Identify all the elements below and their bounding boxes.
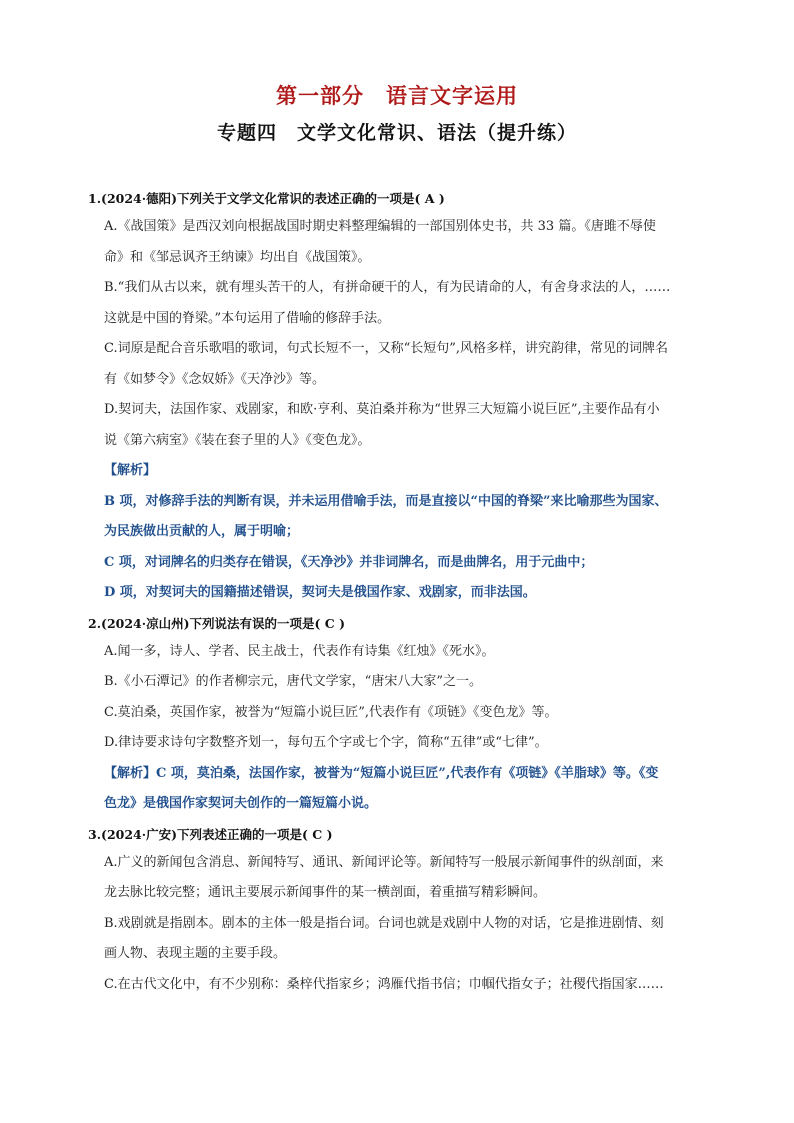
option-line: B.“我们从古以来，就有埋头苦干的人，有拼命硬干的人，有为民请命的人，有舍身求法的人，…… (104, 280, 671, 295)
question-1 (88, 186, 708, 609)
option-line: A.《战国策》是西汉刘向根据战国时期史料整理编辑的一部国别体史书，共 33 篇。《唐雎不辱使 (104, 219, 656, 234)
option-line: 有《如梦令》《念奴娇》《天净沙》等。 (104, 371, 326, 387)
analysis-line: C 项，对词牌名的归类存在错误，《天净沙》并非词牌名，而是曲牌名，用于元曲中； (104, 554, 594, 570)
option-line: B.《小石潭记》的作者柳宗元，唐代文学家，“唐宋八大家”之一。 (104, 674, 482, 689)
question-stem: 3.(2024·广安)下列表述正确的一项是( C ) (88, 826, 333, 842)
analysis-text: C 项，莫泊桑，法国作家，被誉为“短篇小说巨匠”,代表作有《项链》《羊脂球》等。《变 (156, 765, 659, 781)
option-line: 说《第六病室》《装在套子里的人》《变色龙》。 (104, 432, 371, 448)
option-line: D.契诃夫，法国作家、戏剧家，和欧·亨利、莫泊桑并称为“世界三大短篇小说巨匠”,主要作品有小 (104, 402, 660, 417)
option-line: B.戏剧就是指剧本。剧本的主体一般是指台词。台词也就是戏剧中人物的对话，它是推进剧情、刻 (104, 915, 664, 931)
analysis-label: 【解析】 (104, 463, 157, 478)
option-line: 这就是中国的脊梁。”本句运用了借喻的修辞手法。 (104, 310, 391, 326)
question-3 (88, 822, 708, 1001)
option-line: A.广义的新闻包含消息、新闻特写、通讯、新闻评论等。新闻特写一般展示新闻事件的纵剖面，来 (104, 854, 664, 870)
analysis-line: D 项，对契诃夫的国籍描述错误，契诃夫是俄国作家、戏剧家，而非法国。 (104, 585, 536, 600)
question-list (88, 186, 708, 1002)
option-line: 龙去脉比较完整；通讯主要展示新闻事件的某一横剖面，着重描写精彩瞬间。 (104, 885, 547, 900)
question-stem: 2.(2024·凉山州)下列说法有误的一项是( C ) (88, 615, 346, 631)
analysis-line: 为民族做出贡献的人，属于明喻； (104, 524, 300, 539)
option-line: C.莫泊桑，英国作家，被誉为“短篇小说巨匠”,代表作有《项链》《变色龙》等。 (104, 704, 558, 720)
option-line: C.词原是配合音乐歌唱的歌词，句式长短不一，又称“长短句”,风格多样，讲究韵律，常见的词牌名 (104, 341, 669, 356)
analysis-line (88, 759, 708, 790)
option-line: C.在古代文化中，有不少别称：桑梓代指家乡；鸿雁代指书信；巾帼代指女子；社稷代指国家…… (104, 976, 664, 992)
question-2 (88, 611, 708, 820)
question-stem: 1.(2024·德阳)下列关于文学文化常识的表述正确的一项是( A ) (88, 191, 445, 206)
page-subtitle: 专题四 文学文化常识、语法（提升练） (216, 122, 577, 144)
page-title: 第一部分 语言文字运用 (276, 83, 518, 108)
option-line: 画人物、表现主题的主要手段。 (104, 946, 287, 961)
option-line: D.律诗要求诗句字数整齐划一，每句五个字或七个字，简称“五律”或“七律”。 (104, 735, 548, 750)
analysis-line: 色龙》是俄国作家契诃夫创作的一篇短篇小说。 (104, 796, 378, 811)
analysis-label: 【解析】 (104, 765, 157, 781)
analysis-line: B 项，对修辞手法的判断有误，并未运用借喻手法，而是直接以“中国的脊梁”来比喻那些为国家、 (104, 493, 668, 509)
option-line: 命》和《邹忌讽齐王纳谏》均出自《战国策》。 (104, 249, 371, 265)
option-line: A.闻一多，诗人、学者、民主战士，代表作有诗集《红烛》《死水》。 (104, 643, 495, 659)
